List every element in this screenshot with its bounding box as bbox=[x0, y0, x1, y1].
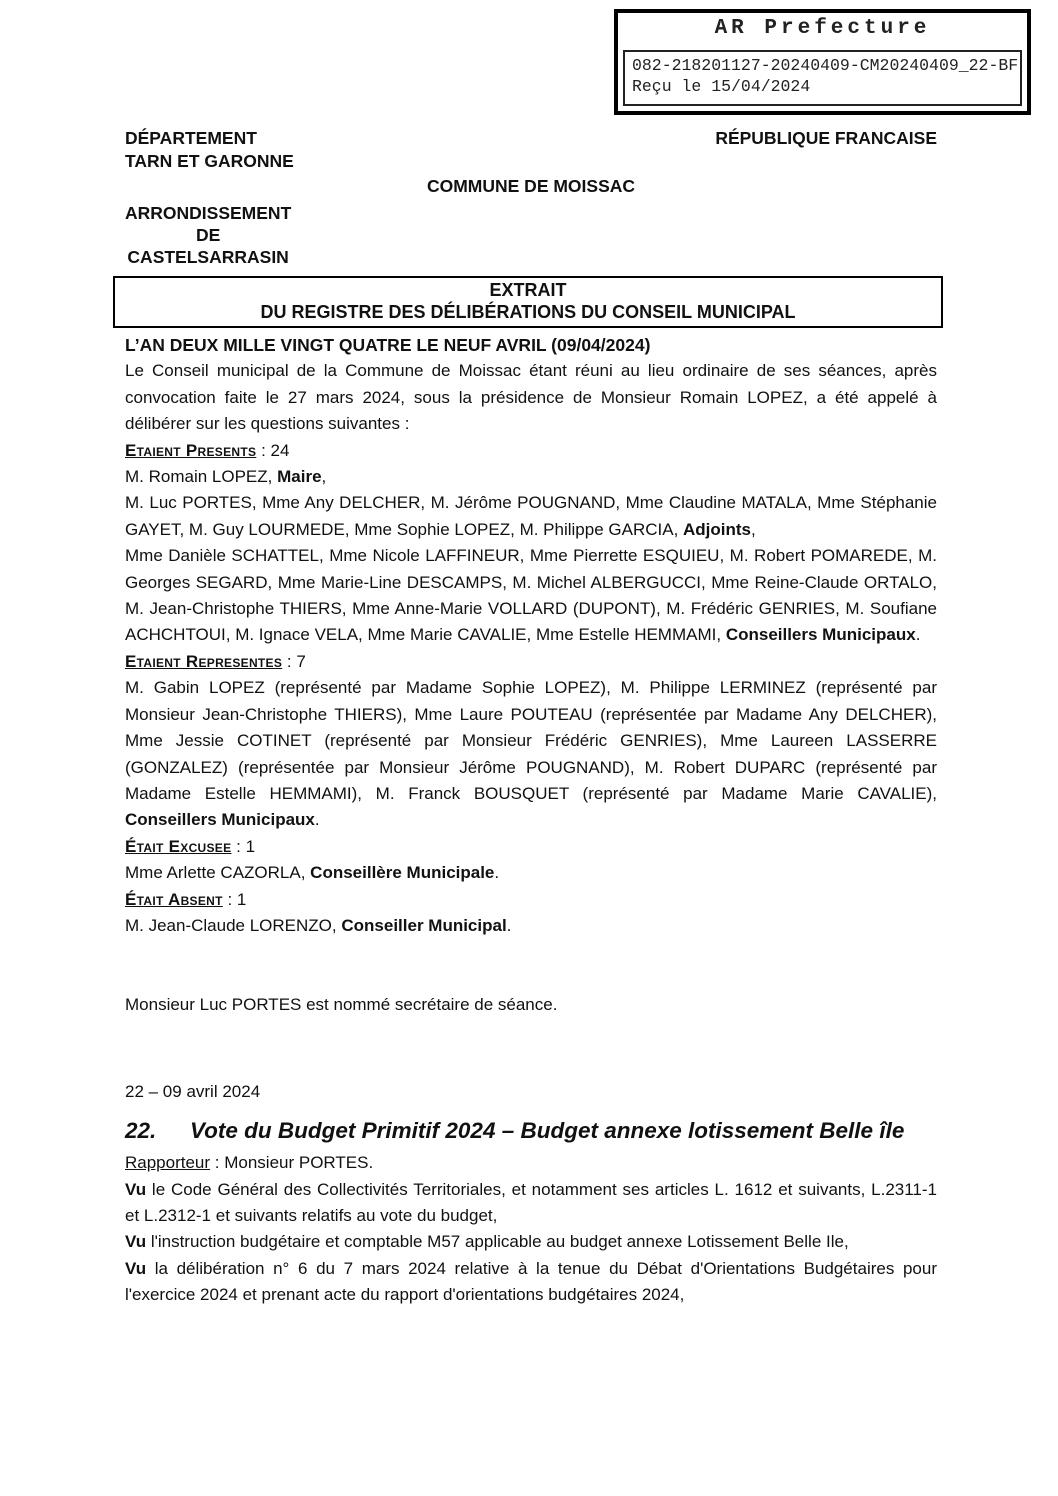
excusee-person-line bbox=[125, 860, 937, 886]
absent-role: Conseiller Municipal bbox=[341, 915, 507, 935]
representes-label: Etaient Representes bbox=[125, 651, 283, 671]
extrait-line2: DU REGISTRE DES DÉLIBÉRATIONS DU CONSEIL MUNICIPAL bbox=[260, 301, 796, 322]
stamp-received-date: Reçu le 15/04/2024 bbox=[632, 77, 811, 97]
deliberation-heading bbox=[125, 1114, 937, 1147]
vu1-keyword: Vu bbox=[125, 1179, 147, 1199]
excusee-heading bbox=[125, 834, 937, 860]
commune-label: COMMUNE DE MOISSAC bbox=[426, 176, 636, 196]
excusee-count: : 1 bbox=[236, 836, 256, 856]
document-header bbox=[125, 127, 937, 173]
rapporteur-label: Rapporteur bbox=[125, 1153, 211, 1173]
vu1-text: le Code Général des Collectivités Territoriales, et notamment ses articles L. 1612 et suivants, L.2311-1 et L.2312-1 et suivants relatifs au vote du budget, bbox=[125, 1179, 937, 1225]
vu-paragraph-2 bbox=[125, 1229, 937, 1255]
mayor-line bbox=[125, 464, 937, 490]
adjoints-names: M. Luc PORTES, Mme Any DELCHER, M. Jérôme POUGNAND, Mme Claudine MATALA, Mme Stéphanie GAYET, M. Guy LOURMEDE, Mme Sophie LOPEZ, M. Philippe GARCIA, bbox=[125, 493, 937, 539]
absent-name: M. Jean-Claude LORENZO, bbox=[125, 915, 342, 935]
extrait-title-box bbox=[113, 276, 943, 328]
represented-names: M. Gabin LOPEZ (représenté par Madame Sophie LOPEZ), M. Philippe LERMINEZ (représenté par Monsieur Jean-Christophe THIERS), Mme Laure POUTEAU (représentée par Madame Any DELCHER), Mme Jessie COTINET (représenté par Monsieur Frédéric GENRIES), Mme Laureen LASSERRE (GONZALEZ) (représentée par Monsieur Jérôme POUGNAND), M. Robert DUPARC (représenté par Madame Estelle HEMMAMI), M. Franck BOUSQUET (représenté par Madame Marie CAVALIE), bbox=[125, 678, 937, 803]
rapporteur-line bbox=[125, 1150, 937, 1176]
arrondissement-line2: DE bbox=[195, 225, 221, 245]
mayor-names: M. Romain LOPEZ, bbox=[125, 467, 278, 487]
absent-person-line bbox=[125, 913, 937, 939]
presents-label: Etaient Presents bbox=[125, 440, 257, 460]
stamp-inner-box bbox=[623, 50, 1022, 106]
adjoints-line bbox=[125, 490, 937, 543]
absent-label: Était Absent bbox=[125, 889, 223, 909]
represented-list bbox=[125, 675, 937, 833]
mayor-role: Maire bbox=[277, 467, 322, 487]
deliberation-ref-line: 22 – 09 avril 2024 bbox=[125, 1081, 261, 1101]
ar-prefecture-stamp bbox=[614, 9, 1031, 115]
mayor-punct: , bbox=[321, 467, 327, 487]
excusee-role: Conseillère Municipale bbox=[310, 863, 495, 883]
conseillers-role: Conseillers Municipaux bbox=[725, 625, 916, 645]
arrondissement-block bbox=[125, 202, 291, 268]
presents-heading bbox=[125, 438, 937, 464]
secretary-line: Monsieur Luc PORTES est nommé secrétaire de séance. bbox=[125, 995, 558, 1015]
conseillers-names: Mme Danièle SCHATTEL, Mme Nicole LAFFINEUR, Mme Pierrette ESQUIEU, M. Robert POMAREDE, M. Georges SEGARD, Mme Marie-Line DESCAMPS, M. Michel ALBERGUCCI, Mme Reine-Claude ORTALO, M. Jean-Christophe THIERS, Mme Anne-Marie VOLLARD (DUPONT), M. Frédéric GENRIES, M. Soufiane ACHCHTOUI, M. Ignace VELA, Mme Marie CAVALIE, Mme Estelle HEMMAMI, bbox=[125, 546, 937, 645]
conseillers-punct: . bbox=[915, 625, 921, 645]
deliberation-number: 22. bbox=[125, 1118, 157, 1144]
rapporteur-name: : Monsieur PORTES. bbox=[210, 1153, 374, 1173]
adjoints-punct: , bbox=[751, 519, 756, 539]
department-line1: DÉPARTEMENT bbox=[125, 128, 257, 148]
arrondissement-line3: CASTELSARRASIN bbox=[127, 247, 289, 267]
adjoints-role: Adjoints bbox=[683, 519, 752, 539]
deliberation-title: Vote du Budget Primitif 2024 – Budget annexe lotissement Belle île bbox=[190, 1118, 905, 1144]
representes-heading bbox=[125, 649, 937, 675]
excusee-punct: . bbox=[494, 863, 500, 883]
absent-punct: . bbox=[506, 915, 512, 935]
absent-heading bbox=[125, 887, 937, 913]
vu3-keyword: Vu bbox=[125, 1258, 147, 1278]
absent-count: : 1 bbox=[227, 889, 247, 909]
vu-paragraph-3 bbox=[125, 1256, 937, 1309]
represented-role: Conseillers Municipaux bbox=[125, 810, 315, 830]
presents-count: : 24 bbox=[261, 440, 290, 460]
vu2-text: l'instruction budgétaire et comptable M57 applicable au budget annexe Lotissement Belle Ile, bbox=[146, 1232, 849, 1252]
session-intro: Le Conseil municipal de la Commune de Moissac étant réuni au lieu ordinaire de ses séances, après convocation faite le 27 mars 2024, sous la présidence de Monsieur Romain LOPEZ, a été appelé à délibérer sur les questions suivantes : bbox=[125, 361, 937, 434]
extrait-line1: EXTRAIT bbox=[489, 280, 567, 300]
representes-count: : 7 bbox=[286, 651, 306, 671]
republic-label: RÉPUBLIQUE FRANCAISE bbox=[715, 128, 937, 148]
session-date-line: L’AN DEUX MILLE VINGT QUATRE LE NEUF AVRIL (09/04/2024) bbox=[125, 335, 651, 355]
vu3-text: la délibération n° 6 du 7 mars 2024 relative à la tenue du Débat d'Orientations Budgétaires pour l'exercice 2024 et prenant acte du rapport d'orientations budgétaires 2024, bbox=[125, 1258, 937, 1305]
stamp-title: AR Prefecture bbox=[714, 17, 931, 40]
stamp-reference: 082-218201127-20240409-CM20240409_22-BF bbox=[632, 56, 1019, 75]
excusee-label: Était Excusee bbox=[125, 836, 232, 856]
vu2-keyword: Vu bbox=[125, 1232, 147, 1252]
excusee-name: Mme Arlette CAZORLA, bbox=[125, 863, 311, 883]
arrondissement-line1: ARRONDISSEMENT bbox=[125, 203, 292, 223]
conseillers-line bbox=[125, 543, 937, 649]
vu-paragraph-1 bbox=[125, 1177, 937, 1230]
department-line2: TARN ET GARONNE bbox=[125, 151, 294, 171]
represented-punct: . bbox=[314, 810, 320, 830]
department-block bbox=[125, 127, 294, 173]
